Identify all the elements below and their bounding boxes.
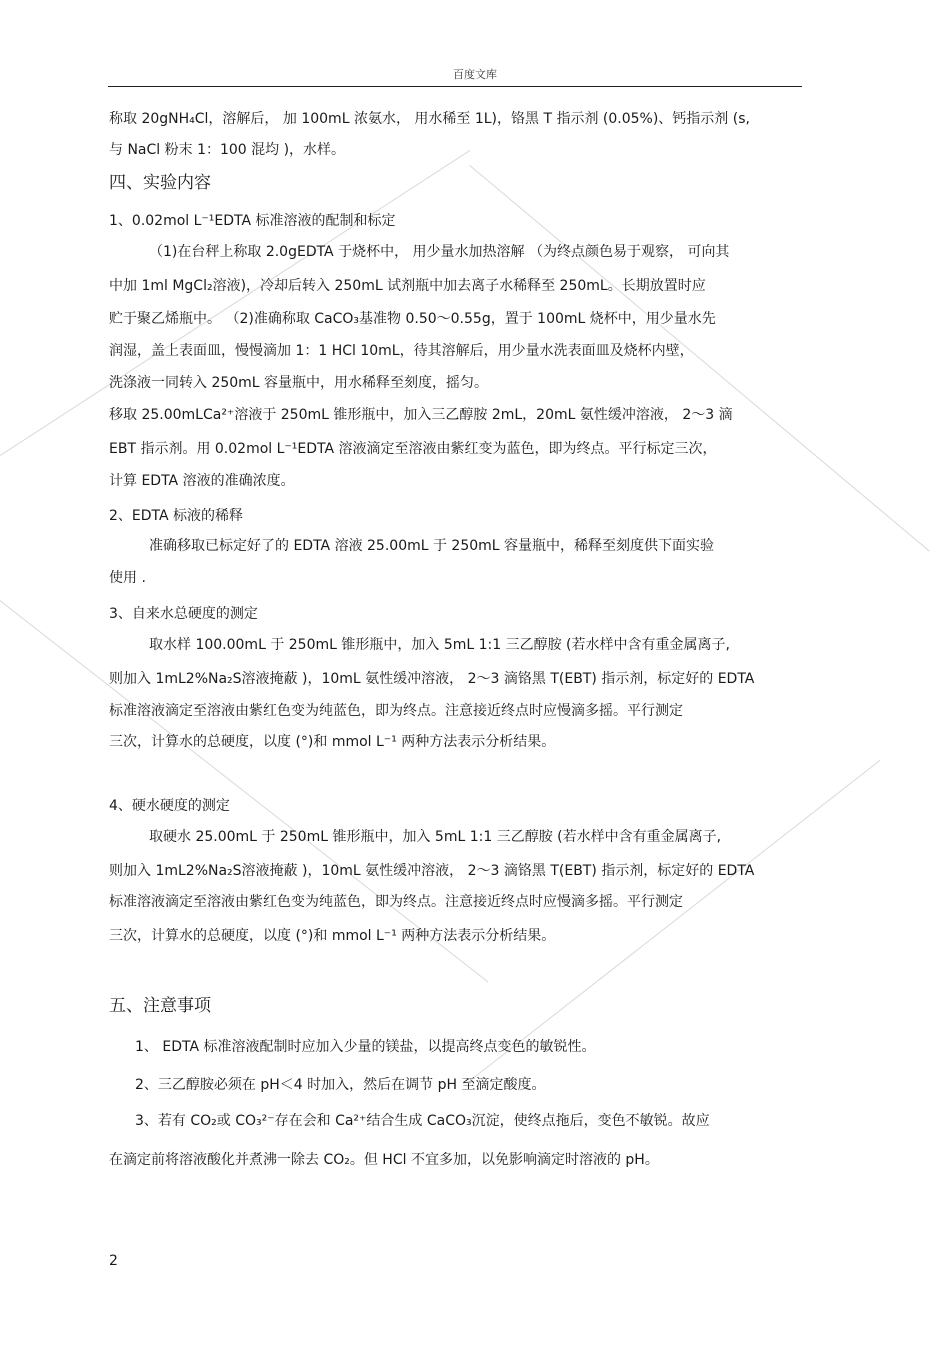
paragraph-line: 润湿，盖上表面皿，慢慢滴加 1：1 HCl 10mL，待其溶解后，用少量水洗表面皿及烧杯内壁， bbox=[109, 343, 694, 359]
section-heading: 四、实验内容 bbox=[109, 173, 211, 193]
subsection-title: 3、自来水总硬度的测定 bbox=[109, 606, 258, 622]
paragraph-line: 贮于聚乙烯瓶中。 （2)准确称取 CaCO₃基准物 0.50～0.55g，置于 100mL 烧杯中，用少量水先 bbox=[109, 311, 716, 327]
paragraph-line: （1)在台秤上称取 2.0gEDTA 于烧杯中， 用少量水加热溶解 （为终点颜色易于观察， 可向其 bbox=[149, 244, 730, 260]
watermark-line bbox=[0, 600, 489, 982]
paragraph-line: 使用 . bbox=[109, 570, 146, 586]
subsection-title: 2、EDTA 标液的稀释 bbox=[109, 508, 244, 524]
subsection-title: 4、硬水硬度的测定 bbox=[109, 798, 230, 814]
intro-line: 称取 20gNH₄Cl，溶解后， 加 100mL 浓氨水， 用水稀至 1L)，铬黑 T 指示剂 (0.05%)、钙指示剂 (s, bbox=[109, 111, 750, 127]
paragraph-line: 标准溶液滴定至溶液由紫红色变为纯蓝色，即为终点。注意接近终点时应慢滴多摇。平行测定 bbox=[109, 894, 683, 910]
paragraph-line: EBT 指示剂。用 0.02mol L⁻¹EDTA 溶液滴定至溶液由紫红变为蓝色，即为终点。平行标定三次， bbox=[109, 441, 717, 457]
paragraph-line: 三次，计算水的总硬度，以度 (°)和 mmol L⁻¹ 两种方法表示分析结果。 bbox=[109, 734, 556, 750]
paragraph-line: 则加入 1mL2%Na₂S溶液掩蔽 )，10mL 氨性缓冲溶液， 2～3 滴铬黑 T(EBT) 指示剂，标定好的 EDTA bbox=[109, 671, 755, 687]
intro-line: 与 NaCl 粉末 1：100 混均 )，水样。 bbox=[109, 142, 346, 158]
paragraph-line: 三次，计算水的总硬度，以度 (°)和 mmol L⁻¹ 两种方法表示分析结果。 bbox=[109, 928, 556, 944]
paragraph-line: 则加入 1mL2%Na₂S溶液掩蔽 )，10mL 氨性缓冲溶液， 2～3 滴铬黑 T(EBT) 指示剂，标定好的 EDTA bbox=[109, 863, 755, 879]
paragraph-line: 取硬水 25.00mL 于 250mL 锥形瓶中，加入 5mL 1:1 三乙醇胺 (若水样中含有重金属离子, bbox=[149, 829, 722, 845]
paragraph-line: 取水样 100.00mL 于 250mL 锥形瓶中，加入 5mL 1:1 三乙醇胺 (若水样中含有重金属离子, bbox=[149, 637, 730, 653]
note-item: 1、 EDTA 标准溶液配制时应加入少量的镁盐，以提高终点变色的敏锐性。 bbox=[135, 1039, 596, 1055]
paragraph-line: 准确移取已标定好了的 EDTA 溶液 25.00mL 于 250mL 容量瓶中，稀释至刻度供下面实验 bbox=[149, 538, 715, 554]
section-heading: 五、注意事项 bbox=[109, 996, 211, 1016]
page-number: 2 bbox=[109, 1253, 118, 1269]
paragraph-line: 洗涤液一同转入 250mL 容量瓶中，用水稀释至刻度，摇匀。 bbox=[109, 375, 489, 391]
subsection-title: 1、0.02mol L⁻¹EDTA 标准溶液的配制和标定 bbox=[109, 213, 396, 229]
note-item: 2、三乙醇胺必须在 pH＜4 时加入，然后在调节 pH 至滴定酸度。 bbox=[135, 1077, 546, 1093]
paragraph-line: 中加 1ml MgCl₂溶液)，冷却后转入 250mL 试剂瓶中加去离子水稀释至 250mL。长期放置时应 bbox=[109, 278, 706, 294]
paragraph-line: 计算 EDTA 溶液的准确浓度。 bbox=[109, 473, 295, 489]
header-divider bbox=[108, 86, 802, 87]
watermark-line bbox=[470, 760, 880, 1081]
note-continuation: 在滴定前将溶液酸化并煮沸一除去 CO₂。但 HCl 不宜多加，以免影响滴定时溶液的 pH。 bbox=[109, 1152, 659, 1168]
header-title: 百度文库 bbox=[453, 68, 497, 81]
paragraph-line: 标准溶液滴定至溶液由紫红色变为纯蓝色，即为终点。注意接近终点时应慢滴多摇。平行测定 bbox=[109, 703, 683, 719]
note-item: 3、若有 CO₂或 CO₃²⁻存在会和 Ca²⁺结合生成 CaCO₃沉淀，使终点拖后，变色不敏锐。故应 bbox=[135, 1113, 710, 1129]
paragraph-line: 移取 25.00mLCa²⁺溶液于 250mL 锥形瓶中，加入三乙醇胺 2mL，20mL 氨性缓冲溶液， 2～3 滴 bbox=[109, 407, 733, 423]
